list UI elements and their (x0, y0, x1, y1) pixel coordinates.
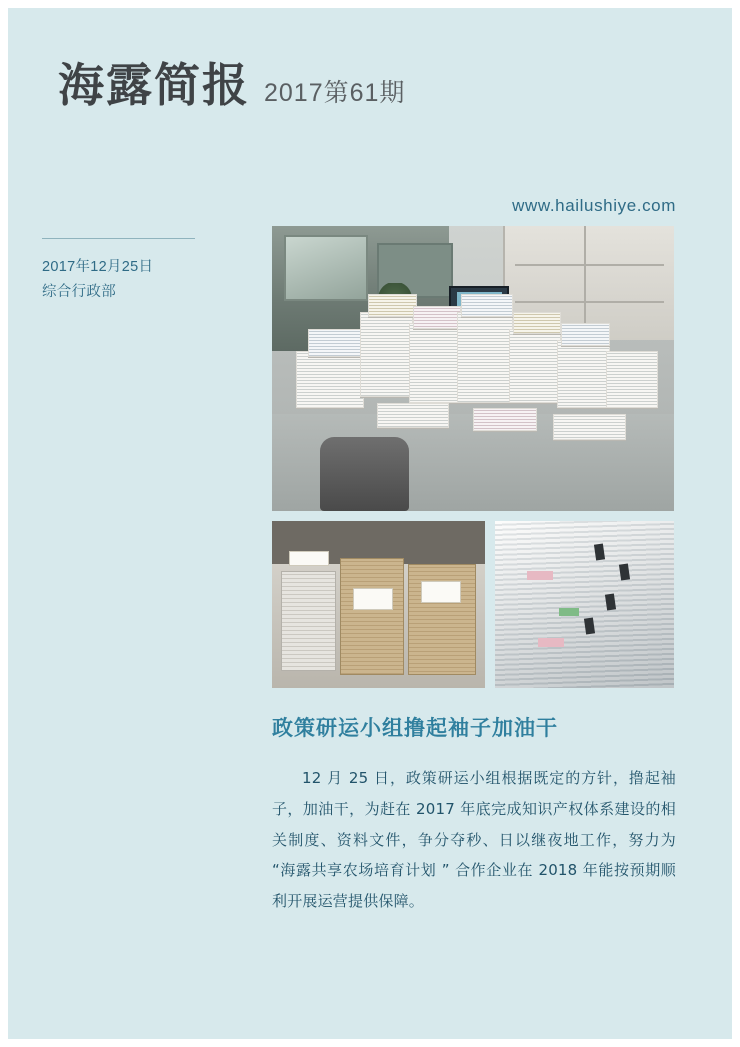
paper-stack (457, 312, 513, 403)
paper-stack (461, 294, 513, 317)
paper-stack (409, 323, 461, 403)
page-tab (527, 571, 553, 580)
divider-rule (42, 238, 195, 239)
volume-label (353, 588, 393, 610)
article-headline: 政策研运小组撸起袖子加油干 (272, 716, 558, 740)
paper-stack (513, 312, 561, 335)
issuing-department: 综合行政部 (42, 284, 116, 301)
paper-stack (557, 340, 609, 408)
paper-stack (360, 312, 412, 398)
paper-stack (473, 408, 537, 431)
binder-clip (583, 617, 594, 634)
archive-volume (340, 558, 404, 675)
paper-stack (561, 323, 609, 346)
paper-stack (368, 294, 416, 317)
meta-block (42, 255, 153, 306)
paper-stack (606, 351, 658, 408)
volume-label (289, 551, 329, 566)
publication-title: 海露简报 (58, 58, 250, 112)
photo-shading (495, 521, 674, 688)
issue-number: 2017第61期 (264, 79, 406, 107)
photo-window (284, 235, 368, 302)
paper-stack (413, 306, 461, 329)
volume-label (421, 581, 461, 603)
issue-date: 2017年12月25日 (42, 259, 154, 275)
archive-volume (281, 571, 336, 671)
paper-stack (296, 351, 364, 408)
photo-bound-archive-volumes (272, 521, 485, 688)
binder-clip (605, 594, 616, 611)
page-tab (559, 608, 579, 616)
paper-stack (377, 403, 449, 429)
masthead (58, 58, 406, 112)
website-url[interactable]: www.hailushiye.com (512, 196, 676, 215)
photo-clipped-paper-stack (495, 521, 674, 688)
article-body: 12 月 25 日，政策研运小组根据既定的方针，撸起袖子，加油干，为赶在 2017 年底完成知识产权体系建设的相关制度、资料文件，争分夺秒、日以继夜地工作，努力为 “海露共享农场培育计划 ” 合作企业在 2018 年能按预期顺利开展运营提供保障。 (272, 769, 676, 910)
paper-stack (553, 414, 625, 440)
photo-office-document-stacks (272, 226, 674, 511)
paper-stack (509, 329, 561, 403)
paper-stack (308, 329, 368, 358)
photo-chair (320, 437, 408, 511)
page-tab (538, 638, 564, 647)
